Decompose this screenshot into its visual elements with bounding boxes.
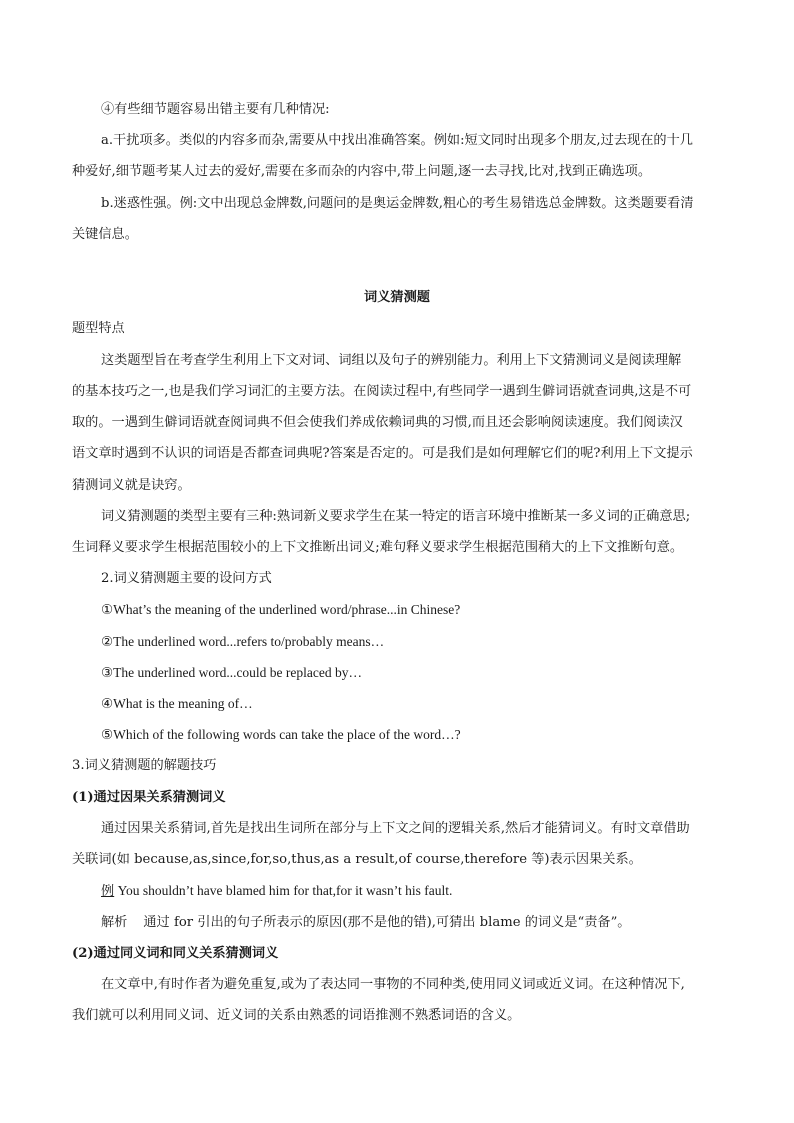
- analysis-text: 通过 for 引出的句子所表示的原因(那不是他的错),可猜出 blame 的词义是“责备”。: [143, 915, 631, 930]
- synonym-line-1: 在文章中,有时作者为避免重复,或为了表达同一事物的不同种类,使用同义词或近义词。在这种情况下,: [101, 977, 685, 992]
- p1-line-1: 这类题型旨在考查学生利用上下文对词、词组以及句子的辨别能力。利用上下文猜测词义是阅读理解: [101, 353, 682, 368]
- question-5: ⑤Which of the following words can take the place of the word…?: [101, 727, 461, 742]
- question-1: ①What’s the meaning of the underlined word/phrase...in Chinese?: [101, 602, 461, 617]
- question-4: ④What is the meaning of…: [101, 696, 253, 711]
- synonym-line-2: 我们就可以利用同义词、近义词的关系由熟悉的词语推测不熟悉词语的含义。: [72, 1008, 521, 1023]
- detail-b-line-1: b.迷惑性强。例:文中出现总金牌数,问题问的是奥运金牌数,粗心的考生易错选总金牌数。这类题要看清: [101, 196, 694, 211]
- skills-heading: 3.词义猜测题的解题技巧: [72, 758, 217, 773]
- detail-point-4: ④有些细节题容易出错主要有几种情况:: [101, 102, 330, 117]
- cause-line-1: 通过因果关系猜词,首先是找出生词所在部分与上下文之间的逻辑关系,然后才能猜词义。有时文章借助: [101, 821, 690, 836]
- p1-line-3: 取的。一遇到生僻词语就查阅词典不但会使我们养成依赖词典的习惯,而且还会影响阅读速度。我们阅读汉: [72, 415, 683, 430]
- features-heading: 题型特点: [72, 321, 125, 336]
- question-3: ③The underlined word...could be replaced by…: [101, 665, 363, 680]
- analysis-line: [101, 913, 631, 933]
- question-heading: 2.词义猜测题主要的设问方式: [101, 571, 272, 586]
- p1-line-2: 的基本技巧之一,也是我们学习词汇的主要方法。在阅读过程中,有些同学一遇到生僻词语就查词典,这是不可: [72, 384, 692, 399]
- cause-line-2: 关联词(如 because,as,since,for,so,thus,as a result,of course,therefore 等)表示因果关系。: [72, 852, 642, 867]
- detail-a-line-2: 种爱好,细节题考某人过去的爱好,需要在多而杂的内容中,带上问题,逐一去寻找,比对,找到正确选项。: [72, 164, 652, 179]
- section-title: 词义猜测题: [364, 290, 430, 305]
- example-label: 例: [101, 884, 115, 899]
- p1-line-4: 语文章时遇到不认识的词语是否都查词典呢?答案是否定的。可是我们是如何理解它们的呢?利用上下文提示: [72, 446, 693, 461]
- detail-a-line-1: a.干扰项多。类似的内容多而杂,需要从中找出准确答案。例如:短文同时出现多个朋友,过去现在的十几: [101, 133, 693, 148]
- cause-heading: (1)通过因果关系猜测词义: [72, 790, 226, 805]
- p2-line-2: 生词释义要求学生根据范围较小的上下文推断出词义;难句释义要求学生根据范围稍大的上下文推断句意。: [72, 540, 684, 555]
- question-2: ②The underlined word...refers to/probably means…: [101, 634, 385, 649]
- p2-line-1: 词义猜测题的类型主要有三种:熟词新义要求学生在某一特定的语言环境中推断某一多义词的正确意思;: [101, 509, 691, 524]
- p1-line-5: 猜测词义就是诀窍。: [72, 478, 191, 493]
- synonym-heading: (2)通过同义词和同义关系猜测词义: [72, 946, 279, 961]
- example-text: You shouldn’t have blamed him for that,for it wasn’t his fault.: [114, 883, 453, 898]
- analysis-label: 解析: [101, 915, 128, 930]
- detail-b-line-2: 关键信息。: [72, 227, 138, 242]
- example-line: [101, 881, 452, 902]
